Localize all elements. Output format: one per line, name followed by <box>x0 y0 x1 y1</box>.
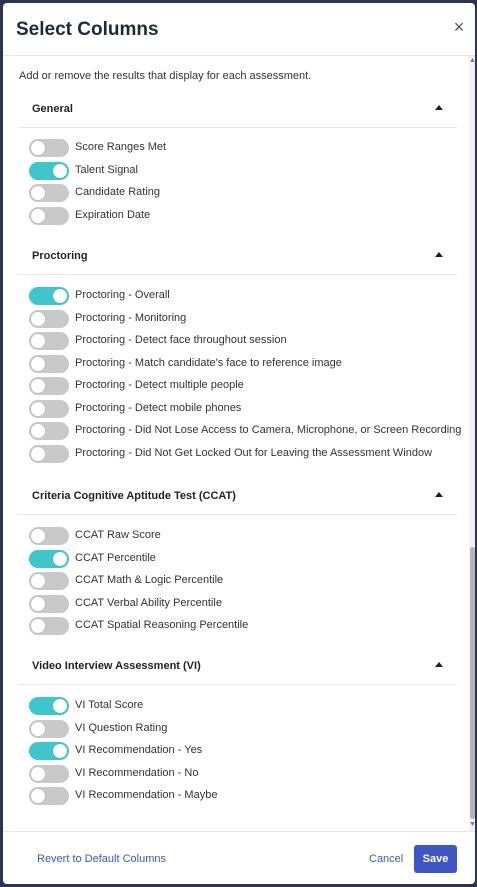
toggle-knob <box>31 447 45 461</box>
section-header[interactable] <box>19 238 457 275</box>
column-toggle-row <box>29 548 449 570</box>
toggle-label: VI Question Rating <box>75 721 168 734</box>
column-toggle-row <box>29 525 449 547</box>
toggle-switch[interactable] <box>29 422 69 440</box>
column-toggle-row <box>29 330 449 352</box>
toggle-switch[interactable] <box>29 572 69 590</box>
toggle-knob <box>53 699 67 713</box>
column-toggle-row <box>29 420 462 442</box>
column-toggle-row <box>29 205 449 227</box>
toggle-knob <box>31 357 45 371</box>
toggle-knob <box>31 597 45 611</box>
toggle-switch[interactable] <box>29 720 69 738</box>
column-toggle-row <box>29 160 449 182</box>
toggle-switch[interactable] <box>29 377 69 395</box>
toggle-label: Talent Signal <box>75 163 138 176</box>
column-toggle-row <box>29 353 449 375</box>
toggle-knob <box>53 164 67 178</box>
toggle-switch[interactable] <box>29 787 69 805</box>
column-toggle-row <box>29 285 449 307</box>
column-toggle-row <box>29 615 449 637</box>
toggle-switch[interactable] <box>29 184 69 202</box>
toggle-knob <box>31 619 45 633</box>
toggle-switch[interactable] <box>29 595 69 613</box>
toggle-knob <box>31 141 45 155</box>
scrollbar-thumb[interactable] <box>470 547 475 819</box>
toggle-knob <box>31 722 45 736</box>
scroll-down-icon[interactable]: ▼ <box>469 821 476 828</box>
section-title: General <box>32 103 73 115</box>
modal-title: Select Columns <box>16 19 159 40</box>
toggle-switch[interactable] <box>29 765 69 783</box>
column-toggle-row <box>29 308 449 330</box>
column-toggle-row <box>29 695 449 717</box>
toggle-knob <box>31 186 45 200</box>
toggle-label: CCAT Math & Logic Percentile <box>75 574 224 586</box>
scroll-up-icon[interactable]: ▲ <box>469 57 476 64</box>
toggle-label: CCAT Percentile <box>75 551 156 564</box>
toggle-knob <box>31 529 45 543</box>
toggle-label: Proctoring - Detect mobile phones <box>75 401 242 414</box>
toggle-label: CCAT Spatial Reasoning Percentile <box>75 619 249 631</box>
toggle-knob <box>31 767 45 781</box>
toggle-switch[interactable] <box>29 617 69 635</box>
toggle-knob <box>31 209 45 223</box>
toggle-label: Proctoring - Detect multiple people <box>75 379 244 391</box>
toggle-knob <box>31 789 45 803</box>
column-toggle-row <box>29 137 449 159</box>
toggle-switch[interactable] <box>29 287 69 305</box>
toggle-label: VI Recommendation - Yes <box>75 744 203 756</box>
toggle-switch[interactable] <box>29 162 69 180</box>
toggle-switch[interactable] <box>29 742 69 760</box>
toggle-label: VI Total Score <box>75 699 144 711</box>
section-title: Proctoring <box>32 250 88 262</box>
toggle-switch[interactable] <box>29 400 69 418</box>
modal-header <box>3 3 475 56</box>
toggle-label: CCAT Verbal Ability Percentile <box>75 596 222 609</box>
cancel-button[interactable]: Cancel <box>369 853 404 865</box>
toggle-knob <box>31 574 45 588</box>
toggle-label: Candidate Rating <box>75 186 161 198</box>
section-header[interactable] <box>19 91 457 128</box>
revert-default-columns-link[interactable]: Revert to Default Columns <box>37 853 166 865</box>
toggle-switch[interactable] <box>29 550 69 568</box>
toggle-label: Proctoring - Monitoring <box>75 311 187 324</box>
toggle-knob <box>53 552 67 566</box>
column-toggle-row <box>29 740 449 762</box>
section-header[interactable] <box>19 648 457 685</box>
column-toggle-row <box>29 593 449 615</box>
column-toggle-row <box>29 443 449 465</box>
toggle-switch[interactable] <box>29 355 69 373</box>
toggle-label: Score Ranges Met <box>75 141 167 153</box>
modal-footer <box>3 831 475 885</box>
toggle-knob <box>53 289 67 303</box>
toggle-label: VI Recommendation - No <box>75 766 199 779</box>
toggle-switch[interactable] <box>29 139 69 157</box>
toggle-knob <box>31 312 45 326</box>
close-icon[interactable]: × <box>453 17 465 37</box>
column-toggle-row <box>29 375 449 397</box>
toggle-knob <box>31 379 45 393</box>
column-toggle-row <box>29 398 449 420</box>
toggle-switch[interactable] <box>29 697 69 715</box>
save-button[interactable]: Save <box>414 845 457 873</box>
toggle-switch[interactable] <box>29 445 69 463</box>
toggle-label: Proctoring - Did Not Get Locked Out for Leaving the Assessment Window <box>75 446 433 459</box>
toggle-switch[interactable] <box>29 527 69 545</box>
toggle-knob <box>31 402 45 416</box>
section-title: Criteria Cognitive Aptitude Test (CCAT) <box>32 490 236 502</box>
collapse-caret-icon[interactable] <box>435 105 443 110</box>
modal-body <box>3 56 475 831</box>
column-toggle-row <box>29 182 449 204</box>
select-columns-modal <box>3 3 475 884</box>
column-toggle-row <box>29 570 449 592</box>
toggle-knob <box>53 744 67 758</box>
section-header[interactable] <box>19 478 457 515</box>
toggle-knob <box>31 334 45 348</box>
toggle-label: Proctoring - Detect face throughout session <box>75 334 287 346</box>
toggle-label: VI Recommendation - Maybe <box>75 789 218 801</box>
toggle-label: CCAT Raw Score <box>75 529 161 541</box>
toggle-label: Proctoring - Did Not Lose Access to Camera, Microphone, or Screen Recording <box>75 424 462 436</box>
toggle-switch[interactable] <box>29 207 69 225</box>
column-toggle-row <box>29 763 449 785</box>
toggle-switch[interactable] <box>29 332 69 350</box>
collapse-caret-icon[interactable] <box>435 252 443 257</box>
section-title: Video Interview Assessment (VI) <box>32 660 201 672</box>
toggle-knob <box>31 424 45 438</box>
collapse-caret-icon[interactable] <box>435 662 443 667</box>
toggle-label: Proctoring - Overall <box>75 289 170 301</box>
collapse-caret-icon[interactable] <box>435 492 443 497</box>
toggle-switch[interactable] <box>29 310 69 328</box>
column-toggle-row <box>29 718 449 740</box>
toggle-label: Expiration Date <box>75 208 151 221</box>
toggle-label: Proctoring - Match candidate's face to reference image <box>75 356 342 369</box>
column-toggle-row <box>29 785 449 807</box>
intro-text: Add or remove the results that display for each assessment. <box>19 70 312 82</box>
